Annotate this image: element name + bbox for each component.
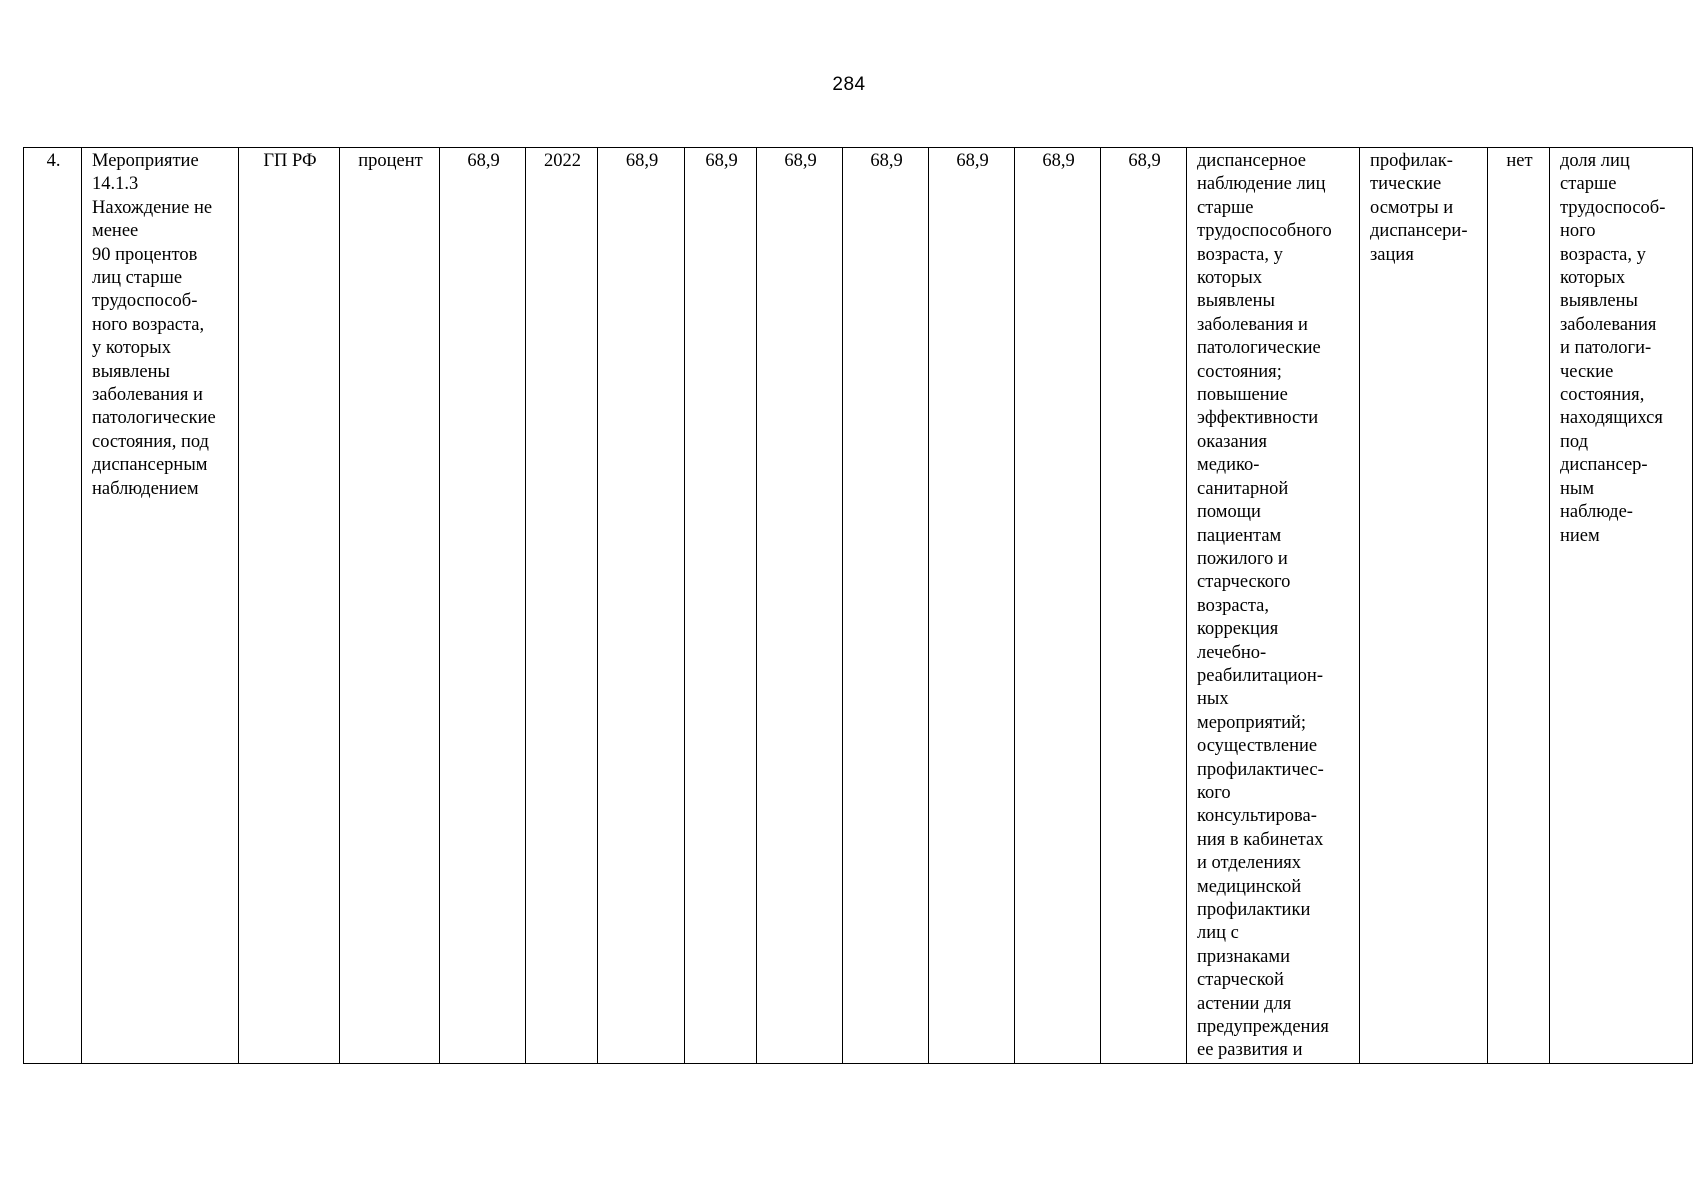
data-table bbox=[23, 147, 1693, 1064]
indicator-text: доля лиц старше трудоспособ- ного возраста, у которых выявлены заболевания и патологи- ческие состояния, находящихся под диспансер- ным наблюде- нием bbox=[1560, 151, 1666, 546]
activity-text: профилак- тические осмотры и диспансери- зация bbox=[1370, 151, 1468, 265]
value-cell: 68,9 bbox=[1101, 148, 1187, 1064]
base-year-cell: 2022 bbox=[526, 148, 598, 1064]
description-text: диспансерное наблюдение лиц старше трудоспособного возраста, у которых выявлены заболевания и патологические состояния; повышение эффективности оказания медико- санитарной помощи пациентам пожилого и старческого возраста, коррекция лечебно- реабилитацион- ных мероприятий; осуществление профилактичес- кого консультирова- ния в кабинетах и отделениях медицинской профилактики лиц с признаками старческой астении для предупреждения ее развития и bbox=[1197, 151, 1332, 1061]
value-cell: 68,9 bbox=[1015, 148, 1101, 1064]
description-cell bbox=[1187, 148, 1360, 1064]
value-cell: 68,9 bbox=[929, 148, 1015, 1064]
value-cell: 68,9 bbox=[598, 148, 685, 1064]
unit-cell: процент bbox=[340, 148, 440, 1064]
flag-cell: нет bbox=[1488, 148, 1550, 1064]
source-cell: ГП РФ bbox=[239, 148, 340, 1064]
page-number: 284 bbox=[832, 74, 866, 95]
row-number-cell: 4. bbox=[24, 148, 82, 1064]
activity-cell bbox=[1360, 148, 1488, 1064]
value-cell: 68,9 bbox=[685, 148, 757, 1064]
base-value-cell: 68,9 bbox=[440, 148, 526, 1064]
indicator-cell bbox=[1550, 148, 1693, 1064]
event-name-cell bbox=[82, 148, 239, 1064]
table-row bbox=[24, 148, 1693, 1064]
event-name-text: Мероприятие 14.1.3 Нахождение не менее 90 процентов лиц старше трудоспособ- ного возраста, у которых выявлены заболевания и патологические состояния, под диспансерным наблюдением bbox=[92, 151, 216, 499]
value-cell: 68,9 bbox=[843, 148, 929, 1064]
value-cell: 68,9 bbox=[757, 148, 843, 1064]
